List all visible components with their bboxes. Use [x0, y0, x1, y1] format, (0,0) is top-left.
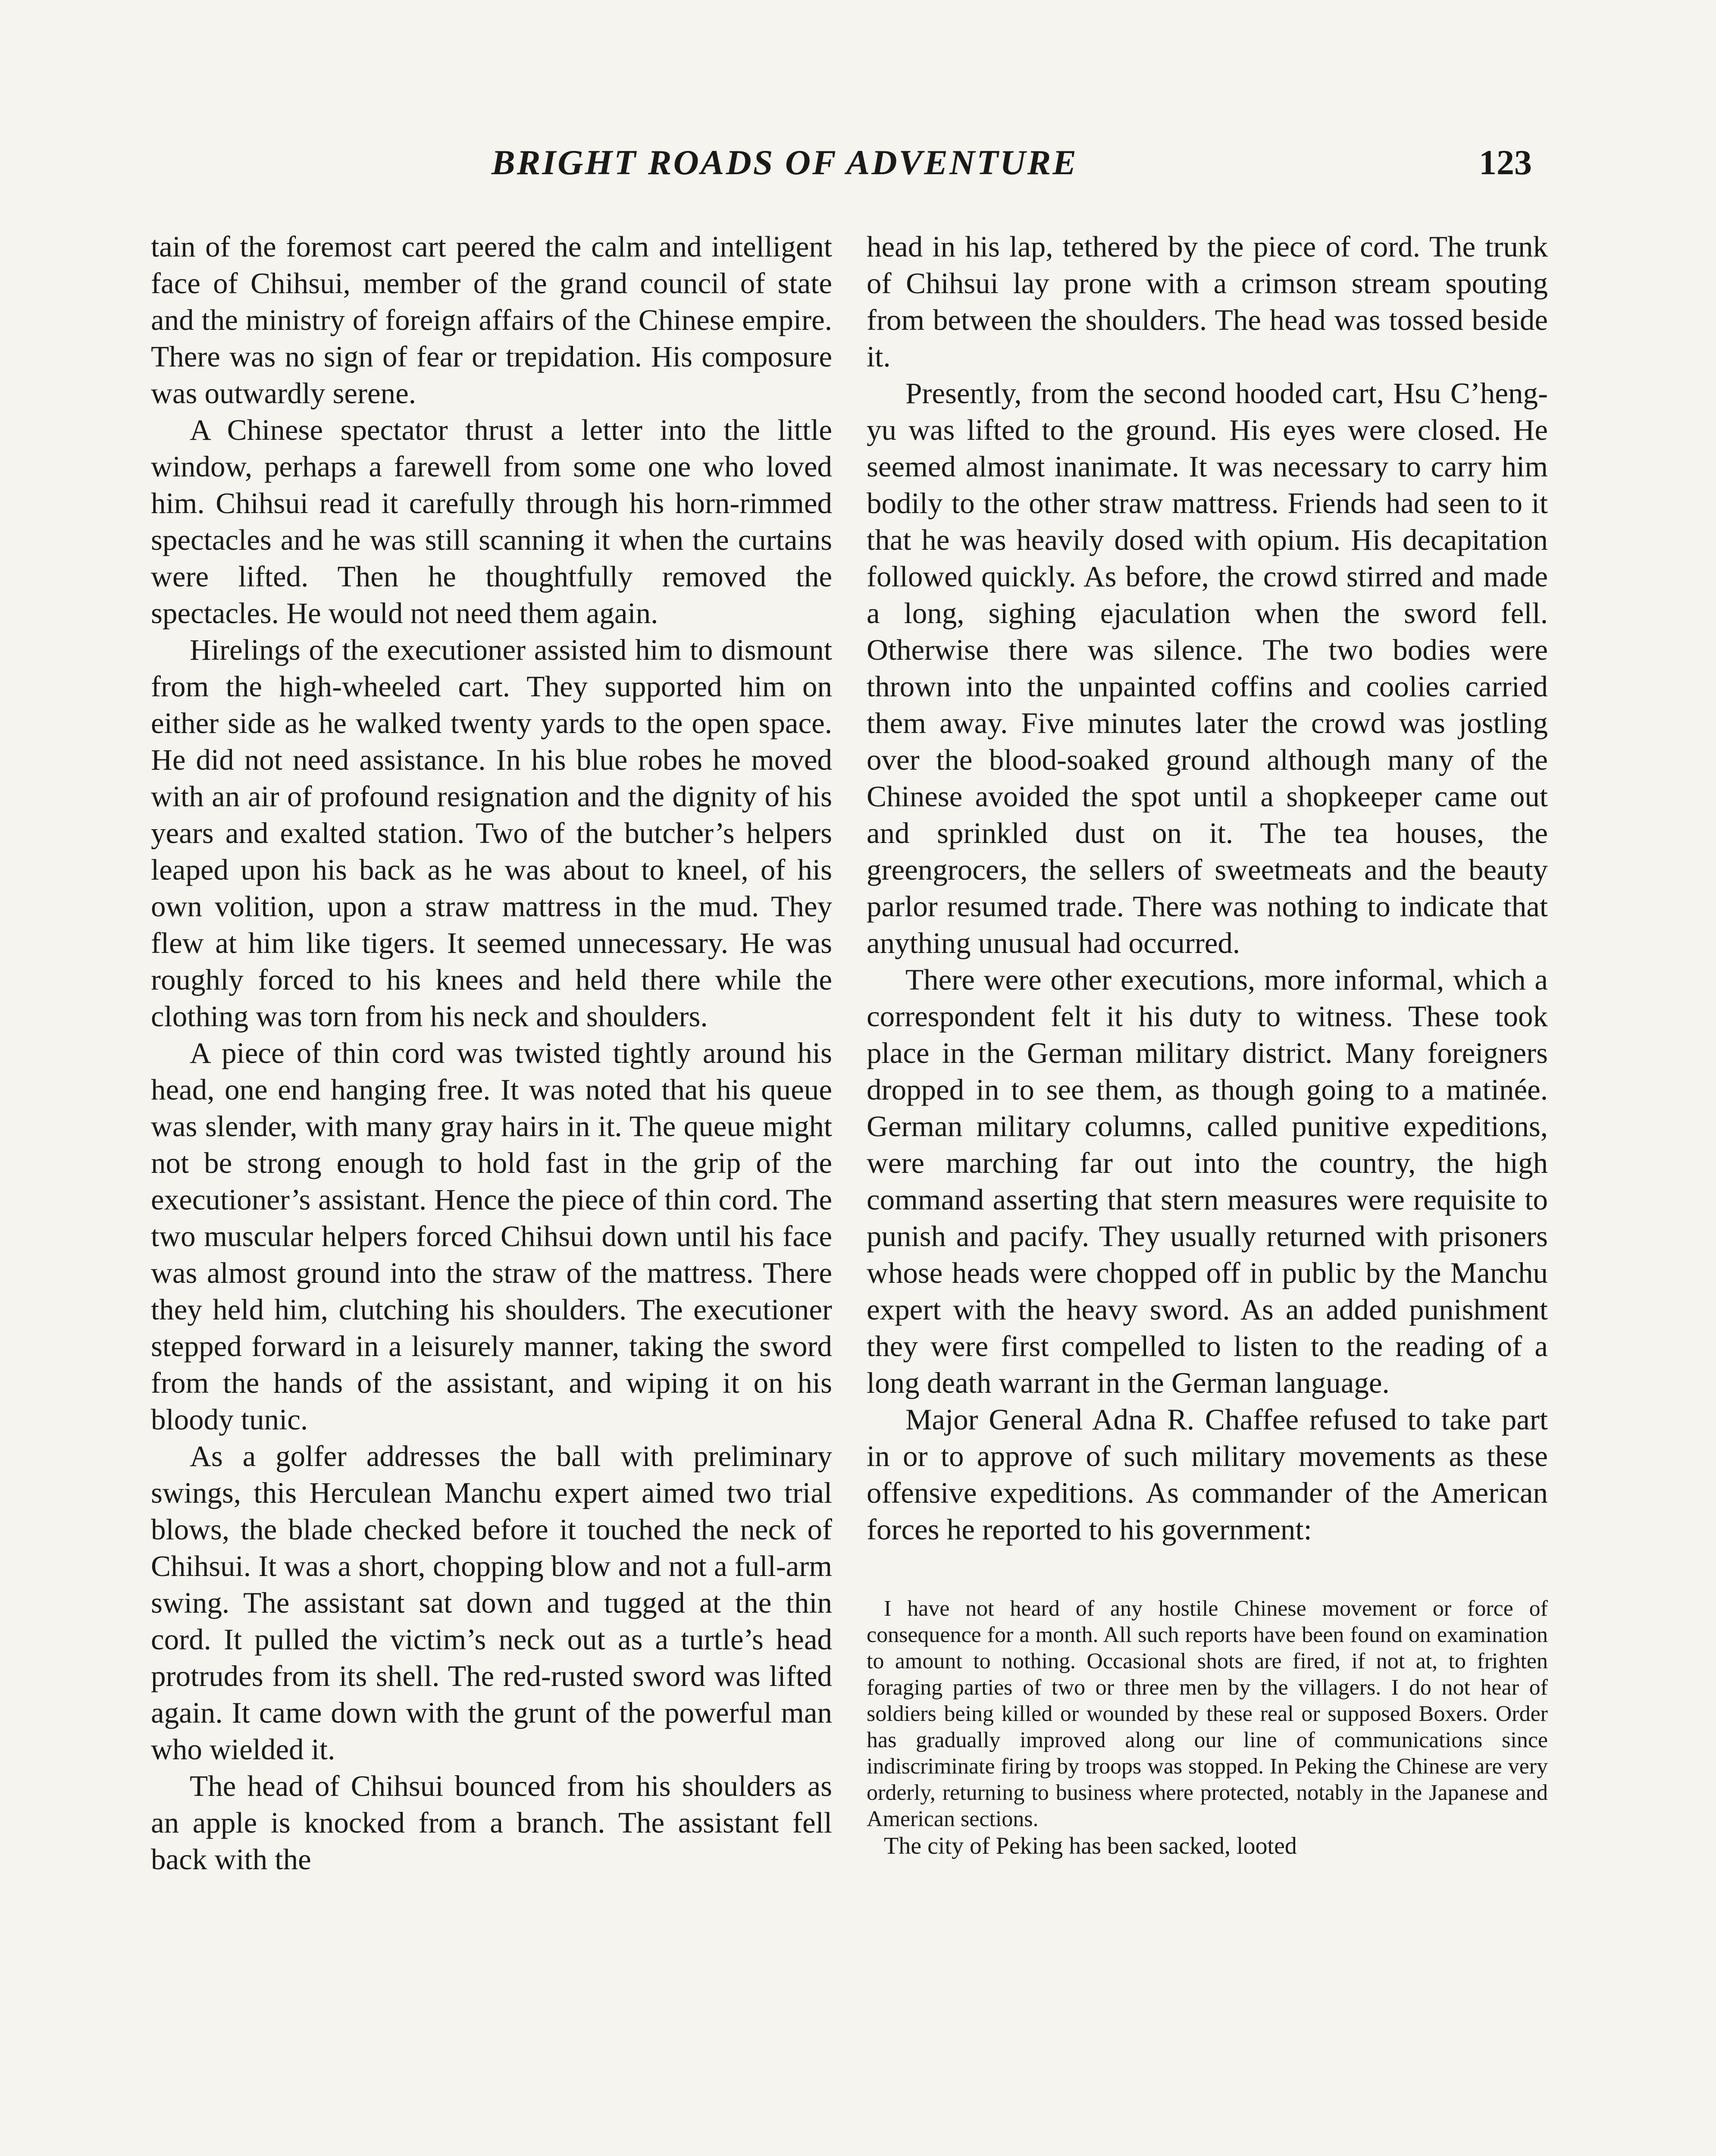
- page-number: 123: [1479, 143, 1532, 182]
- quote-text: I have not heard of any hostile Chinese movement or force of consequence for a month. All such reports have been found on examination to amount to nothing. Occasional shots are fired, if not at, to frighten foraging parties of two or three men by the villagers. I do not hear of soldiers being killed or wounded by these real or supposed Boxers. Order has gradually improved along our line of communications since indiscriminate firing by troops was stopped. In Peking the Chinese are very orderly, returning to business where protected, notably in the Japanese and American sections.: [867, 1596, 1548, 1831]
- quote-continuation: The city of Peking has been sacked, looted: [884, 1833, 1297, 1859]
- paragraph: head in his lap, tethered by the piece of cord. The trunk of Chihsui lay prone with a crimson stream spouting from between the shoulders. The head was tossed beside it.: [867, 230, 1548, 373]
- paragraph: A Chinese spectator thrust a letter into the little window, perhaps a farewell from some one who loved him. Chihsui read it carefully through his horn-rimmed spectacles and he was still scanning it when the curtains were lifted. Then he thoughtfully removed the spectacles. He would not need them again.: [151, 414, 832, 630]
- paragraph: Presently, from the second hooded cart, Hsu C’heng-yu was lifted to the ground. His eyes were closed. He seemed almost inanimate. It was necessary to carry him bodily to the other straw mattress. Friends had seen to it that he was heavily dosed with opium. His decapitation followed quickly. As before, the crowd stirred and made a long, sighing ejaculation when the sword fell. Otherwise there was silence. The two bodies were thrown into the unpainted coffins and coolies carried them away. Five minutes later the crowd was jostling over the blood-soaked ground although many of the Chinese avoided the spot until a shopkeeper came out and sprinkled dust on it. The tea houses, the greengrocers, the sellers of sweetmeats and the beauty parlor resumed trade. There was nothing to indicate that anything unusual had occurred.: [867, 377, 1548, 959]
- block-quote: [867, 1595, 1548, 1860]
- paragraph: A piece of thin cord was twisted tightly around his head, one end hanging free. It was noted that his queue was slender, with many gray hairs in it. The queue might not be strong enough to hold fast in the grip of the executioner’s assistant. Hence the piece of thin cord. The two muscular helpers forced Chihsui down until his face was almost ground into the straw of the mattress. There they held him, clutching his shoulders. The executioner stepped forward in a leisurely manner, taking the sword from the hands of the assistant, and wiping it on his bloody tunic.: [151, 1037, 832, 1436]
- paragraph: There were other executions, more informal, which a correspondent felt it his duty to witness. These took place in the German military district. Many foreigners dropped in to see them, as though going to a matinée. German military columns, called punitive expeditions, were marching far out into the country, the high command asserting that stern measures were requisite to punish and pacify. They usually returned with prisoners whose heads were chopped off in public by the Manchu expert with the heavy sword. As an added punishment they were first compelled to listen to the reading of a long death warrant in the German language.: [867, 963, 1548, 1399]
- running-head: BRIGHT ROADS OF ADVENTURE: [492, 143, 1078, 182]
- left-column: [151, 229, 832, 1878]
- right-column: [867, 229, 1548, 1860]
- paragraph: As a golfer addresses the ball with preliminary swings, this Herculean Manchu expert aimed two trial blows, the blade checked before it touched the neck of Chihsui. It was a short, chopping blow and not a full-arm swing. The assistant sat down and tugged at the thin cord. It pulled the victim’s neck out as a turtle’s head protrudes from its shell. The red-rusted sword was lifted again. It came down with the grunt of the powerful man who wielded it.: [151, 1440, 832, 1766]
- paragraph: Hirelings of the executioner assisted him to dismount from the high-wheeled cart. They supported him on either side as he walked twenty yards to the open space. He did not need assistance. In his blue robes he moved with an air of profound resignation and the dignity of his years and exalted station. Two of the butcher’s helpers leaped upon his back as he was about to kneel, of his own volition, upon a straw mattress in the mud. They flew at him like tigers. It seemed unnecessary. He was roughly forced to his knees and held there while the clothing was torn from his neck and shoulders.: [151, 633, 832, 1033]
- paragraph: Major General Adna R. Chaffee refused to take part in or to approve of such military movements as these offensive expeditions. As commander of the American forces he reported to his government:: [867, 1403, 1548, 1546]
- paragraph: The head of Chihsui bounced from his shoulders as an apple is knocked from a branch. The assistant fell back with the: [151, 1770, 832, 1876]
- paragraph: tain of the foremost cart peered the calm and intelligent face of Chihsui, member of the grand council of state and the ministry of foreign affairs of the Chinese empire. There was no sign of fear or trepidation. His composure was outwardly serene.: [151, 230, 832, 410]
